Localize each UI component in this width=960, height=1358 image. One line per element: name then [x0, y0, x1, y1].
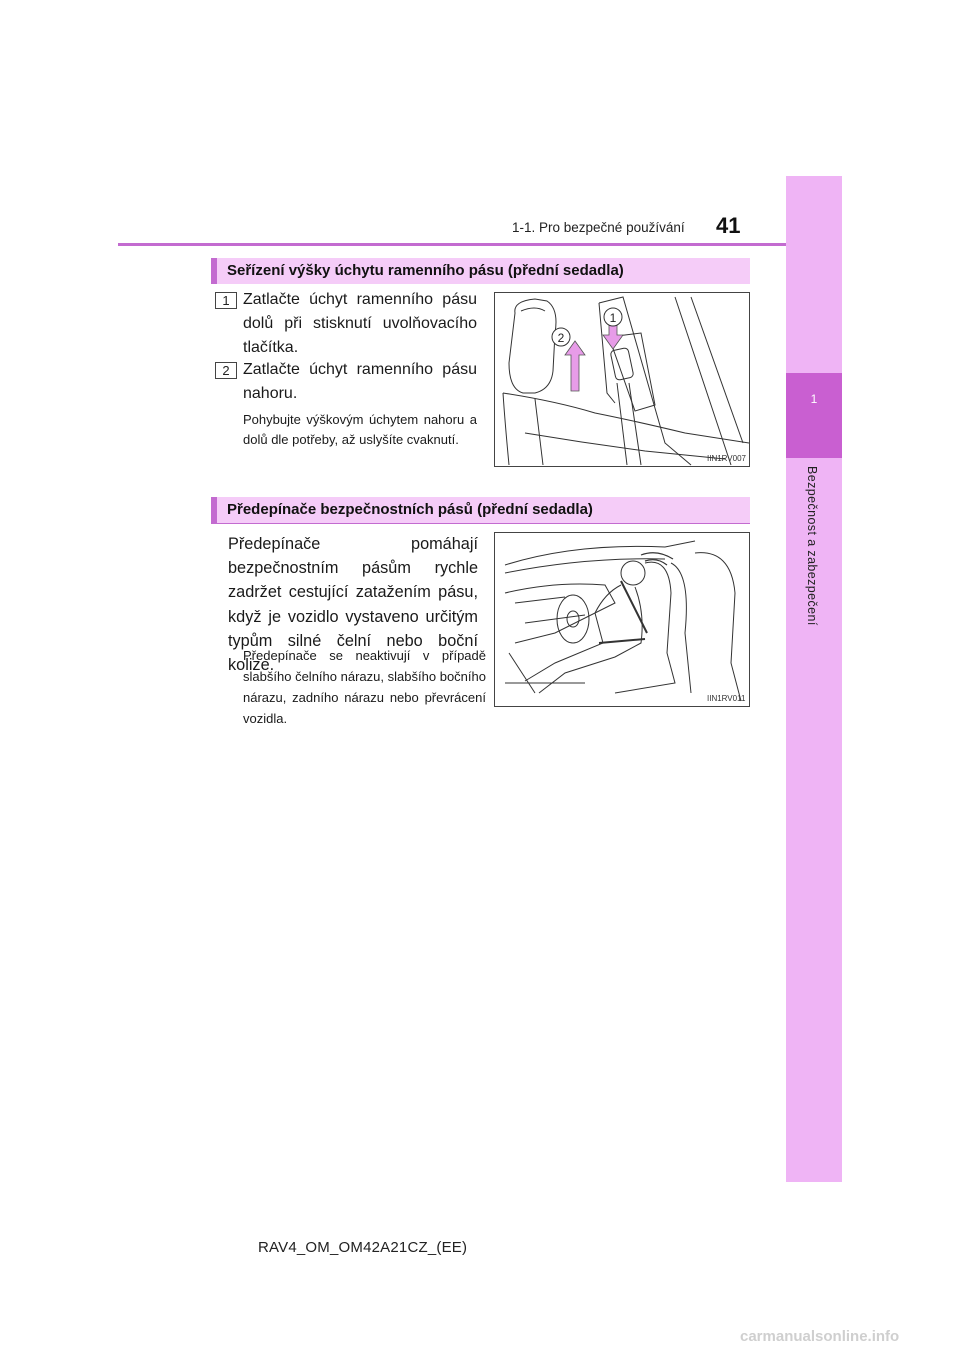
callout-1: 1: [609, 311, 617, 325]
chapter-number: 1: [810, 392, 818, 406]
step-number-2: 2: [215, 362, 237, 379]
step-2-text: Zatlačte úchyt ramenního pásu nahoru.: [243, 361, 477, 402]
header-rule: [118, 243, 786, 246]
section-heading-pretensioners: [211, 497, 750, 523]
figure-belt-anchor: [494, 292, 750, 467]
step-note: Pohybujte výškovým úchytem nahoru a dolů dle potřeby, až uslyšíte cvaknutí.: [243, 412, 477, 447]
belt-anchor-illustration: [495, 293, 749, 466]
chapter-side-tab: [786, 176, 842, 1182]
figure-code: IIN1RV007: [707, 454, 746, 463]
section-title: 1-1. Pro bezpečné používání: [512, 220, 685, 235]
chapter-label: Bezpečnost a zabezpečení: [805, 466, 819, 626]
section-heading-belt-height: [211, 258, 750, 284]
section-heading-rule: [211, 523, 750, 524]
pretensioner-note: Předepínače se neaktivují v případě slabšího čelního nárazu, slabšího bočního nárazu, zadního nárazu nebo převrácení vozidla.: [243, 648, 486, 726]
figure-code: IIN1RV011: [707, 694, 746, 703]
document-id: RAV4_OM_OM42A21CZ_(EE): [258, 1239, 468, 1256]
page-number: 41: [716, 213, 741, 238]
pretensioner-text: Předepínače pomáhají bezpečnostním pásům rychle zadržet cestující zatažením pásu, když je vozidlo vystaveno určitým typům silné čelní nebo boční kolize.: [228, 535, 478, 675]
section-heading-text: Předepínače bezpečnostních pásů (přední sedadla): [227, 501, 593, 518]
pretensioner-illustration: [495, 533, 749, 706]
watermark: carmanualsonline.info: [740, 1328, 900, 1345]
chapter-tab-marker: [786, 373, 842, 458]
step-number-1: 1: [215, 292, 237, 309]
section-heading-text: Seřízení výšky úchytu ramenního pásu (přední sedadla): [227, 262, 624, 279]
callout-2: 2: [557, 331, 565, 345]
figure-pretensioner: [494, 532, 750, 707]
step-1-text: Zatlačte úchyt ramenního pásu dolů při stisknutí uvolňovacího tlačítka.: [243, 291, 477, 356]
